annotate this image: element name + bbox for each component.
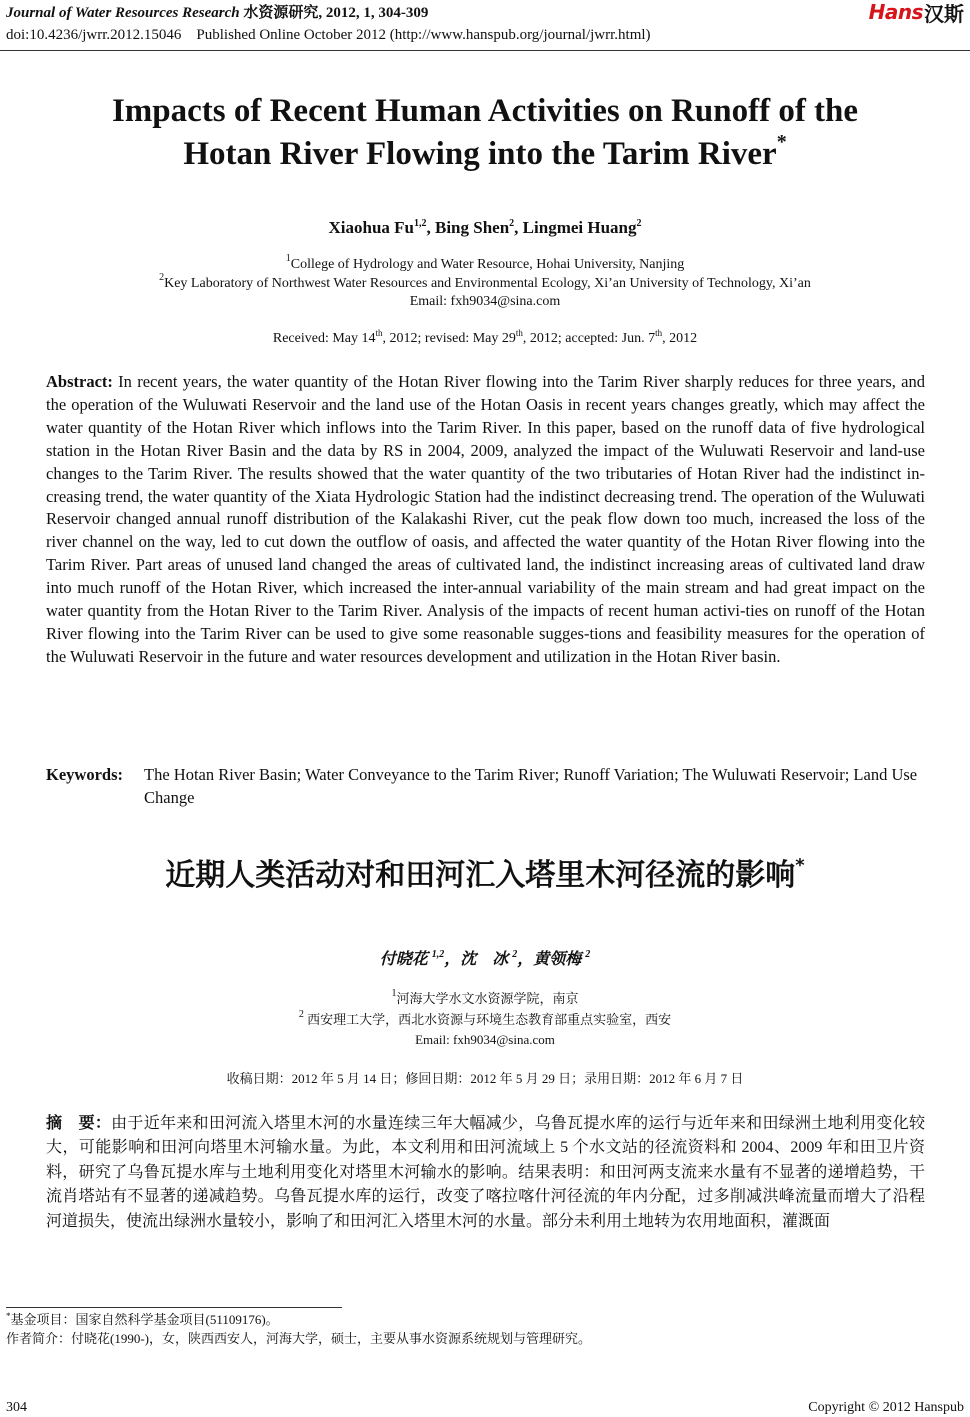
author-name-cn: 付晓花	[379, 951, 432, 968]
chinese-authors: 付晓花 $^{1,2}$，沈 冰 $^2$，黄领梅 $^2$	[379, 949, 591, 968]
chinese-title: 近期人类活动对和田河汇入塔里木河径流的影响*	[165, 855, 805, 893]
affiliation-2: $^2$Key Laboratory of Northwest Water Resources and Environmental Ecology, Xi’an University of Technology, Xi’an	[159, 272, 811, 291]
english-abstract	[46, 371, 925, 669]
author-name: Lingmei Huang	[522, 218, 637, 237]
footnote-author-bio: 作者简介：付晓花(1990-)，女，陕西西安人，河海大学，硕士，主要从事水资源系统规划与管理研究。	[6, 1331, 591, 1346]
journal-name-cn: 水资源研究	[243, 5, 319, 21]
chinese-abstract-text: 由于近年来和田河流入塔里木河的水量连续三年大幅减少，乌鲁瓦提水库的运行与近年来和田绿洲土地利用变化较大，可能影响和田河向塔里木河输水量。为此，本文利用和田河流域上 5 个水文站的径流资料和 2004、2009 年和田卫片资料，研究了乌鲁瓦提水库与土地利用变化对塔里木河输水的影响。结果表明：和田河两支流来水量有不显著的递增趋势，干流肖塔站有不显著的递减趋势。乌鲁瓦提水库的运行，改变了喀拉喀什河径流的年内分配，过多削减洪峰流量而增大了沿程河道损失，使流出绿洲水量较小，影响了和田河汇入塔里木河的水量。部分未利用土地转为农用地面积，灌溉面	[46, 1115, 925, 1230]
journal-name: Journal of Water Resources Research	[6, 5, 240, 21]
author-name-cn: 沈 冰	[460, 951, 513, 968]
author-name: Xiaohua Fu	[328, 218, 414, 237]
chinese-abstract	[46, 1112, 925, 1234]
chinese-title-footnote-mark: *	[795, 855, 805, 876]
chinese-received-dates: 收稿日期：2012 年 5 月 14 日；修回日期：2012 年 5 月 29 日；录用日期：2012 年 6 月 7 日	[226, 1071, 744, 1086]
affiliation-1: $^1$College of Hydrology and Water Resource, Hohai University, Nanjing	[285, 253, 685, 272]
chinese-author-email[interactable]: Email: fxh9034@sina.com	[415, 1032, 555, 1047]
chinese-abstract-label: 摘 要：	[46, 1115, 112, 1132]
chinese-affiliation-2: $^2$ 西安理工大学，西北水资源与环境生态教育部重点实验室，西安	[298, 1009, 672, 1027]
abstract-text: In recent years, the water quantity of the Hotan River flowing into the Tarim River sharply reduces for three years, and the operation of the Wuluwati Reservoir and the land use of the Hotan Oasis in recent years changes greatly, which may affect the water quantity of the Hotan River which inflows into the Tarim River. In this paper, based on the runoff data of five hydrological station in the Hotan River Basin and the data by RS in 2004, 2009, analyzed the impact of the Wuluwati Reservoir and land-use changes to the Tarim River. The results showed that the water quantity of the two tributaries of Hotan River had the indistinct in-creasing trend, the water quantity of the Xiata Hydrologic Station had the indistinct decreasing trend. The operation of the Wuluwati Reservoir changed annual runoff distribution of the Kalakashi River, cut the peak flow down too much, increased the loss of the river channel on the way, led to cut down the outflow of oasis, and affected the water quantity of the Hotan River flowing into the Tarim River. Part areas of unused land changed the areas of cultivated land, the indistinct increasing areas of cultivated land draw into much runoff of the Hotan River, which increased the inter-annual variability of the main stream and had great impact on the water quantity from the Hotan River to the Tarim River. Analysis of the impacts of recent human activi-ties on runoff of the Hotan River flowing into the Tarim River can be used to give some reasonable sugges-tions and feasibility measures for the operation of the Wuluwati Reservoir in the future and water resources development and utilization in the Hotan River basin.	[46, 372, 925, 666]
copyright: Copyright © 2012 Hanspub	[808, 1400, 964, 1415]
footnote-fund: *基金项目：国家自然科学基金项目(51109176)。	[6, 1311, 279, 1327]
footnote-rule	[6, 1307, 342, 1308]
author-email[interactable]: Email: fxh9034@sina.com	[409, 294, 561, 309]
english-title-line-2: Hotan River Flowing into the Tarim River*	[183, 131, 787, 172]
chinese-affiliation-1: $^1$河海大学水文水资源学院，南京	[391, 988, 579, 1006]
logo-cn: 汉斯	[924, 1, 964, 26]
journal-issue: , 2012, 1, 304-309	[318, 5, 429, 21]
journal-header	[6, 4, 428, 22]
author-affiliation-mark: 2	[636, 218, 642, 229]
keywords-label: Keywords:	[46, 765, 123, 784]
english-title-line-1: Impacts of Recent Human Activities on Runoff of the	[111, 93, 859, 129]
author-affiliation-mark: 1,2	[413, 218, 427, 229]
page-number: 304	[6, 1400, 27, 1415]
author-name: Bing Shen	[434, 218, 510, 237]
header-rule	[0, 50, 970, 51]
author-affiliation-mark: 2	[509, 218, 515, 229]
doi-line: doi:10.4236/jwrr.2012.15046 Published Online October 2012 (http://www.hanspub.org/journal/jwrr.html)	[6, 27, 651, 43]
english-title	[0, 90, 970, 176]
logo-latin: Hans	[868, 0, 923, 24]
hans-logo	[869, 0, 964, 24]
received-dates: Received: May 14th, 2012; revised: May 29th, 2012; accepted: Jun. 7th, 2012	[272, 328, 698, 346]
title-footnote-mark: *	[776, 131, 787, 153]
abstract-label: Abstract:	[46, 372, 113, 391]
author-name-cn: 黄领梅	[533, 951, 586, 968]
english-authors: Xiaohua Fu$^{1,2}$, Bing Shen$^2$, Lingmei Huang$^2$	[328, 218, 642, 237]
keywords-text: The Hotan River Basin; Water Conveyance to the Tarim River; Runoff Variation; The Wuluwati Reservoir; Land Use Change	[144, 765, 918, 807]
